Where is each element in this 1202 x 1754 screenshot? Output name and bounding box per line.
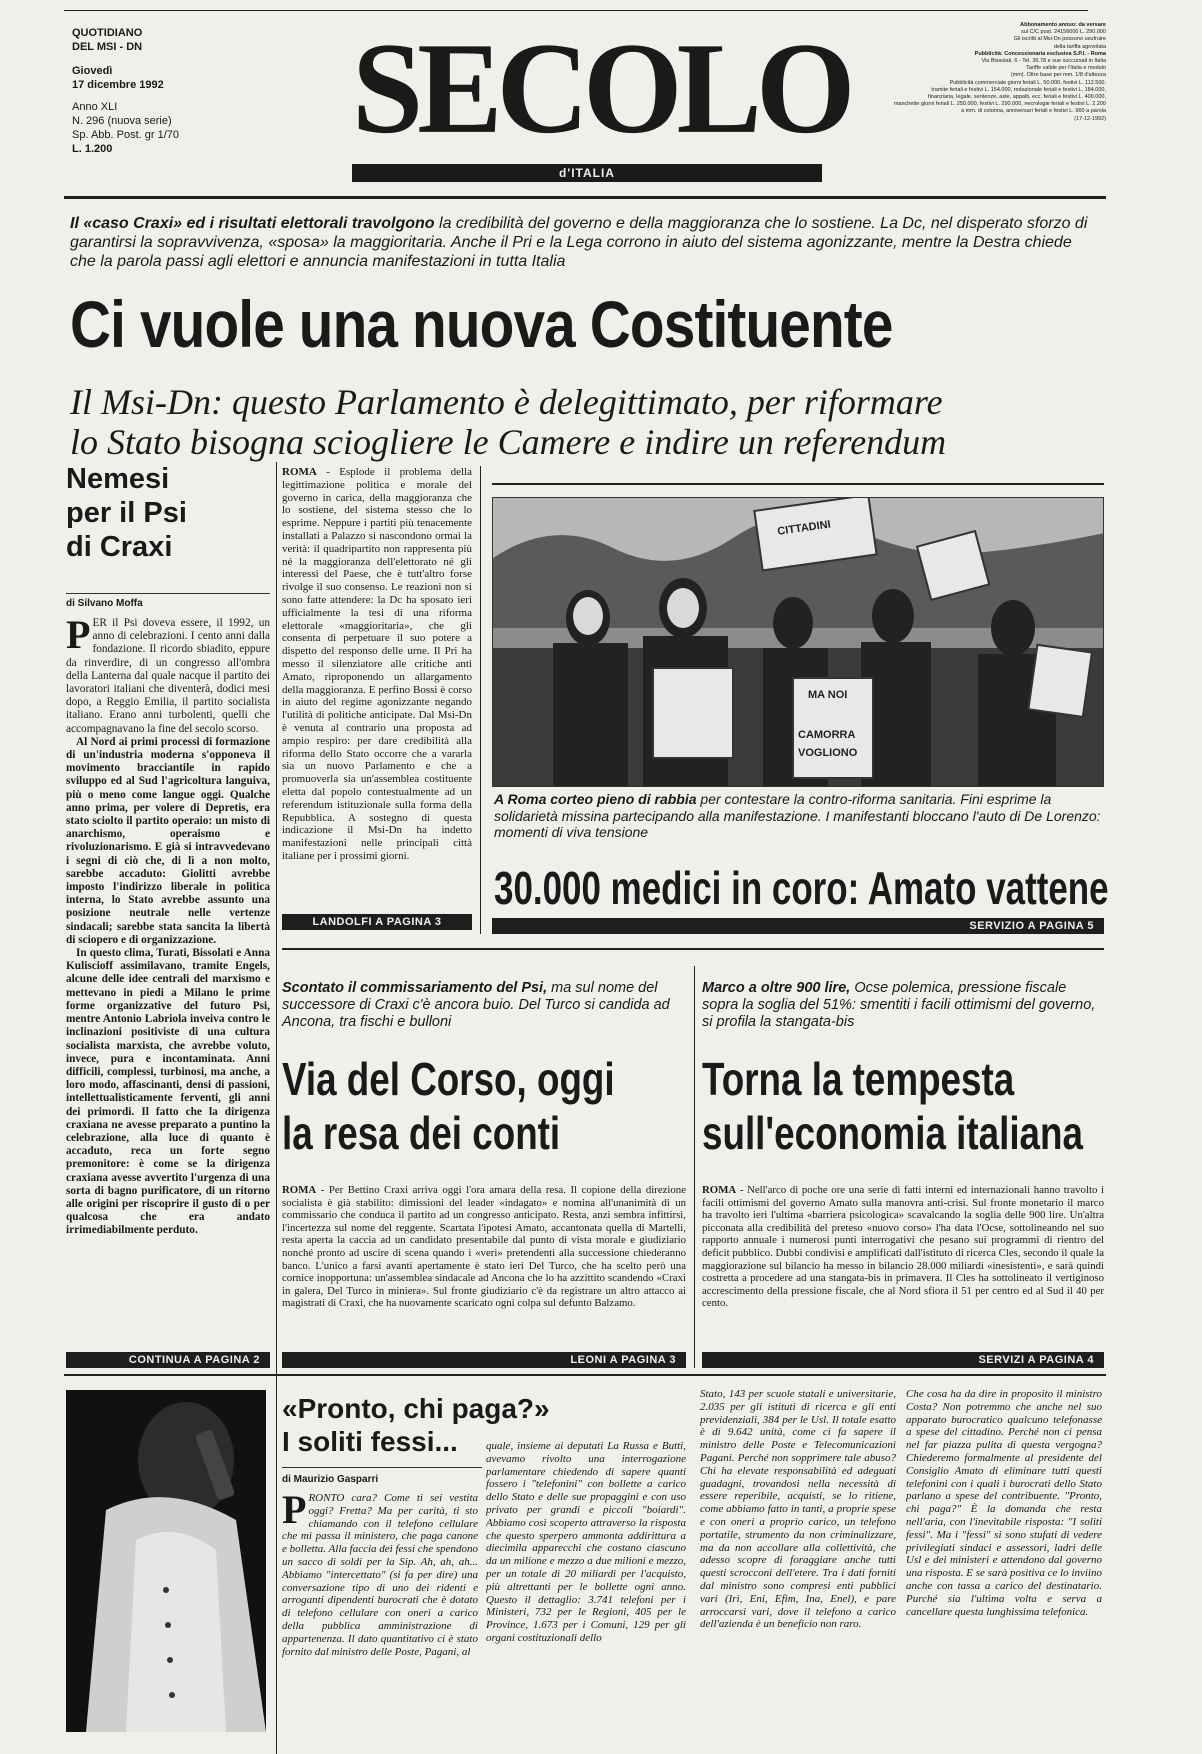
tagline-1: QUOTIDIANO [72, 27, 143, 39]
fine-print-line: a mm. di colonna, anniversari feriali e festivi L. 960 a parola [961, 108, 1106, 115]
editorial-continue-link[interactable]: CONTINUA A PAGINA 2 [66, 1352, 270, 1368]
fine-print-line: sul C/C post. 24156000 L. 290.000 [1020, 29, 1106, 36]
phone-photo-image [66, 1390, 266, 1732]
corso-headline [282, 1052, 615, 1160]
fine-print-line: tramite feriali e festivi L. 154.000, redazionale feriali e festivi L. 184.000, [931, 86, 1106, 93]
pronto-byline: di Maurizio Gasparri [282, 1474, 379, 1485]
pronto-text-3: Stato, 143 per scuole statali e universitarie, 2.035 per gli istituti di ricerca e gli enti previdenziali, 384 per le Usl. Il totale esatto è di 9.642 unità, come ci fa sapere il ministro delle Poste e Telecomunicazioni Pagani. Perché non sopprimere tale abuso? Chi ha elevate responsabilità ed adeguati guadagni, trovandosi nella necessità di essere reperibile, acquisti, se lo ritiene, come abbiamo fatto in tanti, a proprie spese e con oneri a proprio carico, un telefono portatile, strumento da non criminalizzare, ma da non accollare alla collettività, che adesso scopre di foraggiare anche tutti questi scrocconi dell'etere. Tra i dati forniti dal ministro sono compresi enti pubblici vari (Iri, Eni, Efim, Ina, Enel), e pare arroccarsi vari, dove il telefono a carico dell'azienda è un beneficio non raro. [700, 1388, 896, 1631]
pronto-byline-rule [282, 1467, 482, 1468]
roma-story-text: - Esplode il problema della legittimazione politica e morale del governo in carica, della maggioranza che lo sostiene, del sistema stesso che lo esprime. Neppure i partiti più tenacemente installati a Palazzo si nascondono ormai la verità: il quadripartito non rappresenta più né la maggioranza dell'elettorato né gli interessi del Paese, che è tutt'altro forse rivolge il suo consenso. Le reazioni non si sono fatte attendere: la Dc ha sposato ieri ufficialmente la tesi di una riforma elettorale «maggioritaria», che gli consenta di perpetuare il suo potere a dispetto del responso delle urne. Il Pri ha messo il silenziatore alle critiche anti Amato, riproponendo un allargamento della maggioranza. E perfino Bossi è corso in aiuto del regime agonizzante negando l'utilità di politiche anticipate. Dal Msi-Dn è venuta al contrario una proposta ad ampio respiro: per dare credibilità alla riforma dello Stato occorre che a vararla sia un nuovo Parlamento e che a promuoverla sia un'assemblea costituente eletta dal popolo contestualmente ad un referendum istituzionale sulla forma della Repubblica. A sostegno di questa indicazione il Msi-Dn ha indetto manifestazioni nelle principali città italiane per i prossimi giorni. [282, 466, 472, 862]
editorial-paragraph-3: In questo clima, Turati, Bissolati e Anna Kuliscioff assimilavano, tramite Engels, alcune delle idee centrali del marxismo e mettevano in piedi a Milano le prime forme organizzative del futuro Psi, mentre Antonio Labriola inveiva contro le inclinazioni positiviste di una cultura socialista marxista, che avrebbe voluto, invece, pura e incontaminata. Anni difficili, complessi, turbinosi, ma anche, a loro modo, affascinanti, densi di passioni, intellettualisticamente ferventi, gli anni dei primordi. Il fatto che la dirigenza craxiana ne avesse preparato a puntino la celebrazione, alla luce di quanto è accaduto, reca un forte segno premonitore: è come se la dirigenza craxiana avesse avvertito l'urgenza di una sorta di bagno purificatore, di un ritorno alle origini per riscoprire il gusto di o per qualcosa che era andato irrimediabilmente perduto. [66, 947, 270, 1237]
section-rule [282, 948, 1104, 950]
fine-print-line: Pubblicità: Concessionaria esclusiva S.P.I. - Roma [974, 50, 1106, 57]
column-divider [694, 966, 695, 1368]
editorial-title-line-1: Nemesi [66, 463, 170, 495]
protest-sign-2: MA NOI [808, 689, 848, 701]
price: L. 1.200 [72, 143, 113, 155]
roma-story-dateline: ROMA [282, 466, 317, 478]
lead-kicker-text: la credibilità del governo e della maggioranza che lo sostiene. La Dc, nel disperato sforzo di garantirsi la sopravvivenza, «sposa» la maggioritaria. Anche il Pri e la Lega corrono in aiuto del sistema agonizzante, mentre la Destra chiede che la parola passi agli elettori e annuncia manifestazioni in tutta Italia [70, 215, 1088, 270]
photo-caption-bold: A Roma corteo pieno di rabbia [494, 791, 697, 807]
pronto-headline-line-2: I soliti fessi... [282, 1426, 458, 1457]
fine-print-line: manchette giorni feriali L. 250.000, festivi L. 290.000, necrologie feriali e festivi L. 2.200 [893, 101, 1106, 108]
main-subhead-line-1: Il Msi-Dn: questo Parlamento è delegittimato, per riformare [70, 382, 943, 422]
pronto-text-4: Che cosa ha da dire in proposito il ministro Costa? Non potremmo che anche nel suo apparato burocratico qualcuno telefonasse a spese del cittadino. Perché non ci pensa nel far piazza pulita di questa vergogna? Chiederemo formalmente al presidente del Consiglio Amato di eliminare tutti questi telefonini con i quali i burocrati dello Stato parlano a spese del contribuente. "Pronto, chi paga?" È la domanda che resta nell'aria, con l'inevitabile risposta: "I soliti fessi". Ma i "fessi" si sono stufati di vedere privilegiati sindaci e assessori, ladri delle Usl e dei ministeri e attendono dal governo una risposta. E se sarà positiva ce lo inviino anche con tassa a carico del destinatario. Purché sia l'ultima volta e serva a cancellare questa lunghissima telefonica. [906, 1388, 1102, 1618]
pronto-column-4 [906, 1388, 1102, 1736]
editorial-body [66, 617, 270, 1337]
lead-kicker [70, 214, 1100, 271]
corso-story-link[interactable]: LEONI A PAGINA 3 [282, 1352, 686, 1368]
economy-headline-line-1: Torna la tempesta [702, 1053, 1015, 1105]
pronto-column-1 [282, 1492, 478, 1736]
protest-photo-image [493, 498, 1104, 787]
corso-kicker-bold: Scontato il commissariamento del Psi, [282, 980, 548, 996]
corso-kicker-text: ma sul nome del successore di Craxi c'è ancora buio. Del Turco si candida ad Ancona, tra fischi e bulloni [282, 980, 670, 1030]
pronto-column-2 [486, 1440, 686, 1736]
top-rule [64, 10, 1088, 11]
economy-kicker-bold: Marco a oltre 900 lire, [702, 980, 851, 996]
economy-text: - Nell'arco di poche ore una serie di fatti interni ed internazionali hanno travolto i facili ottimismi del governo Amato sulla manovra anti-crisi. Sul fronte monetario il marco ha travolto ieri l'ultima «barriera psicologica» scavalcando la soglia delle 900 lire. Un'altra picconata alla credibilità del preteso «nuovo corso» l'ha data l'Ocse, sottolineando nel suo rapporto annuale i numerosi punti interrogativi che pesano sui programmi di rientro del deficit pubblico. Dubbi condivisi e amplificati dall'istituto di ricerca Cles, secondo il quale la maggiorazione sul bilancio ha messo in bilancio 28.000 miliardi «inesistenti», e sarà quindi costretta a procedere ad una stangata-bis in primavera. Il Cles ha sottolineato il vertiginoso accrescimento della pressione fiscale, che al Nord sfiora il 51 per centro ed al Sud il 40 per cento. [702, 1184, 1104, 1310]
fine-print-line: Abbonamento annuo: da versare [1020, 22, 1106, 28]
pronto-column-3 [700, 1388, 896, 1736]
issue-date: 17 dicembre 1992 [72, 79, 164, 91]
logo-subtitle: d'ITALIA [352, 164, 822, 182]
fine-print-line: Tariffe valide per l'Italia e modulo [1026, 65, 1106, 72]
editorial-title-line-2: per il Psi [66, 497, 187, 529]
protest-sign-3: CAMORRA [798, 729, 856, 741]
editorial-title-line-3: di Craxi [66, 531, 173, 563]
pronto-dropcap: P [282, 1492, 307, 1532]
fine-print-line: (17-12-1992) [1074, 115, 1106, 122]
corso-dateline: ROMA [282, 1184, 317, 1196]
editorial-column [66, 462, 270, 1370]
economy-kicker-text: Ocse polemica, pressione fiscale sopra la soglia del 51%: smentiti i facili ottimismi del governo, si profila la stangata-bis [702, 980, 1096, 1030]
column-divider [480, 466, 481, 934]
newspaper-logo [352, 15, 850, 184]
main-headline: Ci vuole una nuova Costituente [70, 287, 893, 361]
editorial-title [66, 462, 270, 564]
photo-caption [494, 791, 1104, 841]
column-divider [276, 462, 277, 1754]
doctors-headline: 30.000 medici in coro: Amato vattene [494, 862, 1109, 914]
economy-headline-line-2: sull'economia italiana [702, 1107, 1083, 1159]
masthead-rule [64, 196, 1106, 199]
photo-caption-text: per contestare la contro-riforma sanitaria. Fini esprime la solidarietà missina partecipando alla manifestazione. I manifestanti bloccano l'auto di De Lorenzo: momenti di viva tensione [494, 791, 1101, 840]
phone-photo [66, 1390, 266, 1732]
photo-top-rule [492, 483, 1104, 485]
pronto-text-2: quale, insieme ai deputati La Russa e Butti, avevamo rivolto una interrogazione parlamentare chiedendo di sapere quanti fossero i "telefonini" con bollette a carico dello Stato e delle sue propaggini e con uso privato per grandi e piccoli "boiardi". Abbiamo così scoperto attraverso la risposta che questo sperpero ammonta addirittura a diecimila apparecchi che costano ciascuno da un milione e mezzo a due milioni e mezzo, per un totale di 20 miliardi per l'acquisto, più altrettanti per le bollette ogni anno. Questo il dettaglio: 3.741 telefoni per i Ministeri, 732 per le Regioni, 405 per le Province, 1.673 per i Comuni, 129 per gli organi costituzionali dello [486, 1440, 686, 1644]
economy-dateline: ROMA [702, 1184, 737, 1196]
main-subhead [70, 382, 1110, 462]
logo-wordmark: SECOLO [352, 15, 850, 161]
masthead-fine-print [860, 22, 1106, 123]
economy-story-link[interactable]: SERVIZI A PAGINA 4 [702, 1352, 1104, 1368]
pronto-headline-line-1: «Pronto, chi paga?» [282, 1393, 550, 1424]
editorial-paragraph-2: Al Nord ai primi processi di formazione di un'industria moderna s'opponeva il movimento bracciantile in rapido sviluppo ed al Sud l'agricoltura languiva, più o meno come langue oggi. Qualche anno prima, per volere di Depretis, era stato sciolto il partito operaio: un misto di anarchismo, operaismo e rivoluzionarismo. E già si intravvedevano i segni di ciò che, di lì a non molto, sarebbe accaduto: Giolitti avrebbe imposto l'indirizzo liberale in politica interna, lo Stato avrebbe assunto una posizione neutrale nelle vertenze sindacali; sarebbe stata sancita la libertà di sciopero e di organizzazione. [66, 735, 270, 946]
issue-number: N. 296 (nuova serie) [72, 115, 172, 127]
corso-headline-line-2: la resa dei conti [282, 1107, 561, 1159]
editorial-dropcap: P [66, 617, 91, 657]
masthead-info [72, 26, 222, 156]
weekday: Giovedì [72, 65, 113, 77]
protest-sign-1: CITTADINI [776, 518, 832, 538]
fine-print-line: Pubblicità commerciale giorni feriali L. 50.000, festivi L. 112.500, [949, 79, 1106, 86]
economy-story [702, 1184, 1104, 1348]
postage: Sp. Abb. Post. gr 1/70 [72, 129, 180, 141]
editorial-paragraph-1: ER il Psi doveva essere, il 1992, un anno di celebrazioni. I cento anni dalla fondazione. Il ricordo sbiadito, eppure da rinverdire, di un congresso all'ombra della Lanterna dal quale nacque il partito dei lavoratori italiani che diventerà, dodici mesi dopo, a Reggio Emilia, il partito socialista italiano. Erano anni turbolenti, quelli che accompagnavano la fine del secolo scorso. [66, 617, 270, 735]
fine-print-line: Gli iscritti al Msi-Dn possono usufruire [1013, 36, 1106, 43]
protest-sign-4: VOGLIONO [798, 747, 858, 759]
corso-text: - Per Bettino Craxi arriva oggi l'ora amara della resa. Il copione della direzione socialista è già stabilito: dimissioni del leader «indagato» e nomina all'unanimità di un commissario che conduca il partito ad un congresso anticipato. Resta, anzi sembra infittirsi, l'incertezza sul nome del reggente. Scartata l'ipotesi Amato, accantonata quella di Martelli, resta aperta la caccia ad un candidato presentabile dal punto di vista morale e giudiziario nonché pronto ad uscire di scena quando i «veri» pretendenti alla successione chiederanno banco. L'unico a farsi avanti apertamente è stato ieri Del Turco, che ha scelto però una cornice inopportuna: un'assemblea sindacale ad Ancona che lo ha azzittito scandendo «Craxi in galera, Del Turco in miniera». Sul fronte giudiziario c'è da registrare un altro attacco ai magistrati di Craxi, che ha nuovamente scaricato ogni colpa sul defunto Balzamo. [282, 1184, 686, 1310]
fine-print-line: della tariffa agevolata [1053, 43, 1106, 50]
main-subhead-line-2: lo Stato bisogna sciogliere le Camere e indire un referendum [70, 422, 947, 462]
doctors-story-link[interactable]: SERVIZIO A PAGINA 5 [492, 918, 1104, 934]
economy-kicker [702, 980, 1102, 1031]
pronto-text-1: RONTO cara? Come ti sei vestita oggi? Fretta? Ma per carità, ti sto chiamando con il telefono cellulare che mi passa il ministero, che paga canone e bolletta. Alla faccia dei fessi che spendono un sacco di soldi per la Sip. Ah, ah, ah... Abbiamo "intercettato" (si fa per dire) una conversazione tipo di uno dei ridenti e arroganti dipendenti burocrati che è dotato di telefono cellulare con oneri a carico della pubblica amministrazione di appartenenza. Il dato quantitativo ci è stato fornito dal ministro delle Poste, Pagani, al [282, 1492, 478, 1658]
roma-story [282, 466, 472, 914]
economy-headline [702, 1052, 1083, 1160]
editorial-byline: di Silvano Moffa [66, 598, 143, 609]
volume: Anno XLI [72, 101, 118, 113]
roma-story-continue-link[interactable]: LANDOLFI A PAGINA 3 [282, 914, 472, 930]
bottom-section-rule [64, 1374, 1106, 1376]
lead-kicker-bold: Il «caso Craxi» ed i risultati elettorali travolgono [70, 215, 435, 232]
corso-headline-line-1: Via del Corso, oggi [282, 1053, 615, 1105]
fine-print-line: finanziaria, legale, sentenze, aste, appalti, ecc. feriali e festivi L. 400.000, [928, 94, 1106, 101]
corso-kicker [282, 980, 682, 1031]
fine-print-line: Via Bissolati, 6 - Tel. 36.78 e sue succursali in Italia [981, 58, 1106, 65]
tagline-2: DEL MSI - DN [72, 41, 143, 53]
fine-print-line: (mm). Oltre base per mm. 1/8 d'altezza [1010, 72, 1106, 79]
corso-story [282, 1184, 686, 1348]
protest-photo [492, 497, 1104, 787]
